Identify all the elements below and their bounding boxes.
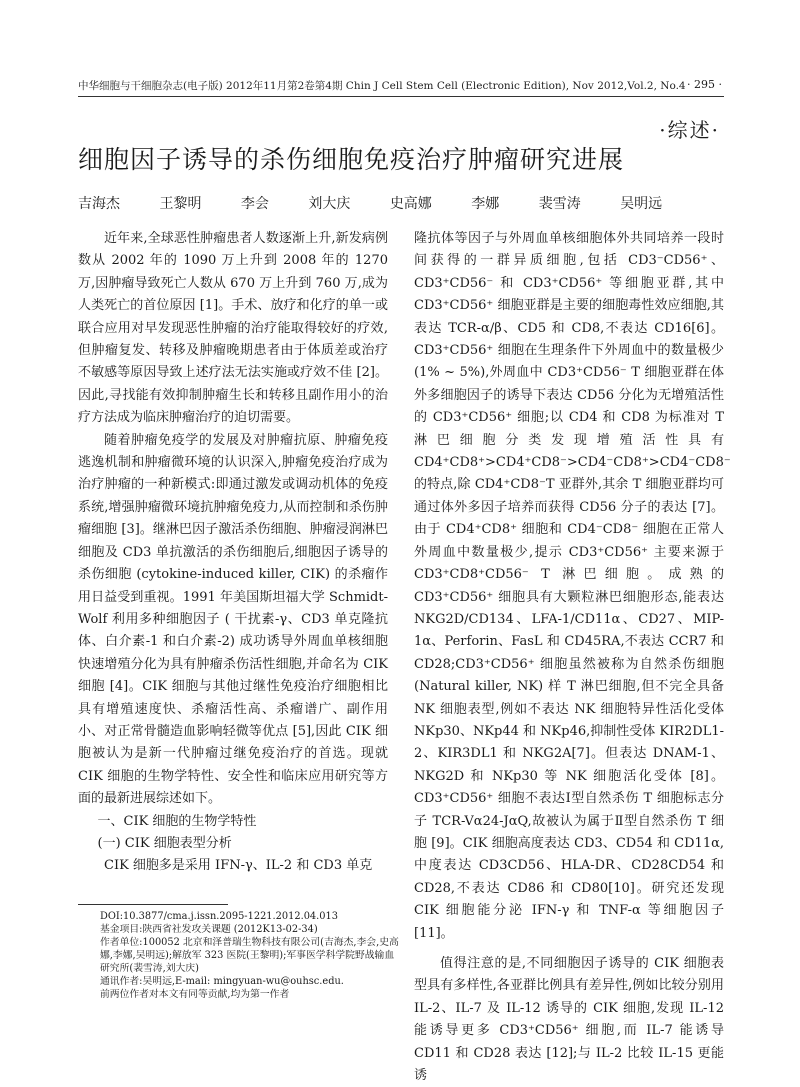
footnote-equal-contribution: 前两位作者对本文有同等贡献,均为第一作者 bbox=[100, 989, 290, 1000]
footnote-affiliation: 作者单位:100052 北京和泽普瑞生物科技有限公司(吉海杰,李会,史高娜,李娜,吴明远);解放军 323 医院(王黎明);军事医学科学院野战输血研究所(裴雪涛,刘大庆) bbox=[100, 937, 399, 974]
section-heading: 一、CIK 细胞的生物学特性 bbox=[97, 813, 257, 829]
author-list bbox=[78, 193, 697, 213]
header-rule bbox=[78, 96, 724, 97]
subsection-heading: (一) CIK 细胞表型分析 bbox=[97, 835, 232, 851]
author: 李会 bbox=[240, 196, 269, 212]
section-tag: ·综述· bbox=[659, 118, 720, 142]
paragraph: CIK 细胞多是采用 IFN-γ、IL-2 和 CD3 单克 bbox=[104, 858, 373, 874]
author: 刘大庆 bbox=[308, 196, 351, 212]
author: 史高娜 bbox=[389, 196, 432, 212]
running-head: 中华细胞与干细胞杂志(电子版) 2012年11月第2卷第4期 Chin J Cell Stem Cell (Electronic Edition), Nov 2012,Vol.2, No.4 bbox=[78, 80, 686, 92]
paragraph: 近年来,全球恶性肿瘤患者人数逐渐上升,新发病例数从 2002 年的 1090 万上升到 2008 年的 1270 万,因肿瘤导致死亡人数从 670 万上升到 760 万,成为人类死亡的首位原因 [1]。手术、放疗和化疗的单一或联合应用对早发现恶性肿瘤的治疗能取得较好的疗效,但肿瘤复发、转移及肿瘤晚期患者由于体质差或治疗不敏感等原因导致上述疗法无法实施或疗效不佳 [2]。因此,寻找能有效抑制肿瘤生长和转移且副作用小的治疗方法成为临床肿瘤治疗的迫切需要。 bbox=[78, 231, 388, 426]
paragraph: 值得注意的是,不同细胞因子诱导的 CIK 细胞表型具有多样性,各亚群比例具有差异性,例如比较分别用 IL-2、IL-7 及 IL-12 诱导的 CIK 细胞,发现 IL-12 能诱导更多 CD3⁺CD56⁺ 细胞,而 IL-7 能诱导 CD11 和 CD28 表达 [12];与 IL-2 比较 IL-15 更能诱 bbox=[414, 956, 724, 1084]
footnote-funding: 基金项目:陕西省社发攻关课题 (2012K13-02-34) bbox=[100, 924, 318, 935]
right-column bbox=[414, 228, 731, 1087]
author: 吉海杰 bbox=[78, 196, 120, 212]
page-number: · 295 · bbox=[687, 78, 722, 91]
article-title: 细胞因子诱导的杀伤细胞免疫治疗肿瘤研究进展 bbox=[78, 145, 625, 174]
footnote-corresponding: 通讯作者:吴明远,E-mail: mingyuan-wu@ouhsc.edu. bbox=[100, 976, 344, 987]
paragraph: 随着肿瘤免疫学的发展及对肿瘤抗原、肿瘤免疫逃逸机制和肿瘤微环境的认识深入,肿瘤免疫治疗成为治疗肿瘤的一种新模式:即通过激发或调动机体的免疫系统,增强肿瘤微环境抗肿瘤免疫力,从而控制和杀伤肿瘤细胞 [3]。继淋巴因子激活杀伤细胞、肿瘤浸润淋巴细胞及 CD3 单抗激活的杀伤细胞后,细胞因子诱导的杀伤细胞 (cytokine-induced killer, CIK) 的杀瘤作用日益受到重视。1991 年美国斯坦福大学 Schmidt-Wolf 利用多种细胞因子 ( 干扰素-γ、CD3 单克隆抗体、白介素-1 和白介素-2) 成功诱导外周血单核细胞快速增殖分化为具有肿瘤杀伤活性细胞,并命名为 CIK 细胞 [4]。CIK 细胞与其他过继性免疫治疗细胞相比具有增殖速度快、杀瘤活性高、杀瘤谱广、副作用小、对正常骨髓造血影响轻微等优点 [5],因此 CIK 细胞被认为是新一代肿瘤过继免疫治疗的首选。现就 CIK 细胞的生物学特性、安全性和临床应用研究等方面的最新进展综述如下。 bbox=[78, 432, 388, 807]
footnotes bbox=[100, 910, 400, 1001]
footnote-doi: DOI:10.3877/cma.j.issn.2095-1221.2012.04.013 bbox=[100, 911, 338, 922]
author: 李娜 bbox=[471, 196, 500, 212]
left-column bbox=[78, 228, 388, 878]
footnote-rule bbox=[78, 904, 228, 905]
author: 裴雪涛 bbox=[538, 196, 581, 212]
paragraph: 隆抗体等因子与外周血单核细胞体外共同培养一段时间获得的一群异质细胞,包括 CD3⁻CD56⁺、CD3⁺CD56⁻ 和 CD3⁺CD56⁺ 等细胞亚群,其中 CD3⁺CD56⁺ 细胞亚群是主要的细胞毒性效应细胞,其表达 TCR-α/β、CD5 和 CD8,不表达 CD16[6]。CD3⁺CD56⁺ 细胞在生理条件下外周血中的数量极少 (1% ~ 5%),外周血中 CD3⁺CD56⁻ T 细胞亚群在体外多细胞因子的诱导下表达 CD56 分化为无增殖活性的 CD3⁺CD56⁺ 细胞;以 CD4 和 CD8 为标准对 T 淋巴细胞分类发现增殖活性具有 CD4⁺CD8⁺>CD4⁺CD8⁻>CD4⁻CD8⁺>CD4⁻CD8⁻ 的特点,除 CD4⁺CD8⁻T 亚群外,其余 T 细胞亚群均可通过体外多因子培养而获得 CD56 分子的表达 [7]。由于 CD4⁺CD8⁺ 细胞和 CD4⁻CD8⁻ 细胞在正常人外周血中数量极少,提示 CD3⁺CD56⁺ 主要来源于 CD3⁺CD8⁺CD56⁻ T 淋巴细胞。成熟的 CD3⁺CD56⁺ 细胞具有大颗粒淋巴细胞形态,能表达 NKG2D/CD134、LFA-1/CD11α、CD27、MIP-1α、Perforin、FasL 和 CD45RA,不表达 CCR7 和 CD28;CD3⁺CD56⁺ 细胞虽然被称为自然杀伤细胞 (Natural killer, NK) 样 T 淋巴细胞,但不完全具备 NK 细胞表型,例如不表达 NK 细胞特异性活化受体 NKp30、NKp44 和 NKp46,抑制性受体 KIR2DL1-2、KIR3DL1 和 NKG2A[7]。但表达 DNAM-1、NKG2D 和 NKp30 等 NK 细胞活化受体 [8]。CD3⁺CD56⁺ 细胞不表达Ⅰ型自然杀伤 T 细胞标志分子 TCR-Vα24-JαQ,故被认为属于Ⅱ型自然杀伤 T 细胞 [9]。CIK 细胞高度表达 CD3、CD54 和 CD11α,中度表达 CD3CD56、HLA-DR、CD28CD54 和 CD28,不表达 CD86 和 CD80[10]。研究还发现 CIK 细胞能分泌 IFN-γ 和 TNF-α 等细胞因子 [11]。 bbox=[414, 231, 731, 941]
author: 吴明远 bbox=[620, 196, 663, 212]
author: 王黎明 bbox=[159, 196, 202, 212]
